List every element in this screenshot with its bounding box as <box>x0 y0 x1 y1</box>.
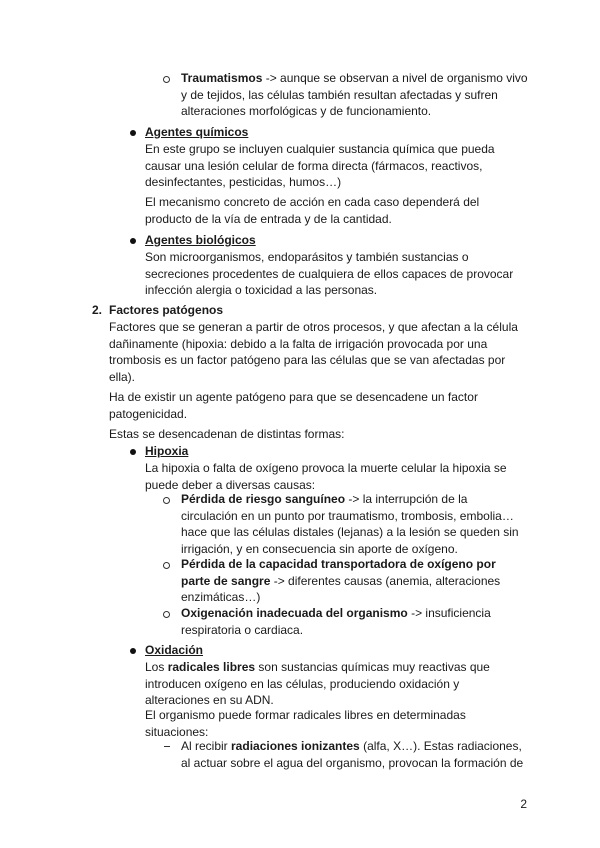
oxidacion-paragraph-1 <box>145 659 495 709</box>
hipoxia-sub-1 <box>181 491 526 557</box>
factores-number: 2. <box>92 303 103 317</box>
quimicos-paragraph-2: El mecanismo concreto de acción en cada caso dependerá del producto de la vía de entrada y de la cantidad. <box>145 195 480 226</box>
factores-paragraph-1: Factores que se generan a partir de otros procesos, y que afectan a la célula dañinamente (hipoxia: debido a la falta de irrigación provocada por una trombosis es un factor patógeno para las células que se van afectadas por ella). <box>109 320 518 384</box>
hipoxia-sub-3-text: -> insuficiencia respiratoria o cardiaca. <box>181 606 495 637</box>
traumatismos-item <box>181 70 531 120</box>
page-number: 2 <box>520 797 527 811</box>
traumatismos-text: -> aunque se observan a nivel de organismo vivo y de tejidos, las células también resultan afectadas y sufren alteraciones morfológicas y de funcionamiento. <box>181 71 531 118</box>
hipoxia-sub-2-term: Pérdida de la capacidad transportadora de oxígeno por parte de sangre <box>181 557 500 588</box>
hipoxia-sub-3 <box>181 605 526 638</box>
oxidacion-paragraph-2: El organismo puede formar radicales libres en determinadas situaciones: <box>145 708 466 739</box>
oxidacion-heading: Oxidación <box>145 643 204 657</box>
oxidacion-p1-b: radicales libres <box>167 660 256 674</box>
hollow-bullet-icon <box>163 611 170 618</box>
hipoxia-sub-1-term: Pérdida de riesgo sanguíneo <box>181 492 346 506</box>
hollow-bullet-icon <box>163 562 170 569</box>
biologicos-paragraph: Son microorganismos, endoparásitos y también sustancias o secreciones procedentes de cualquiera de ellos capaces de provocar infección alergia o toxicidad a las personas. <box>145 250 514 297</box>
oxidacion-dash-c: (alfa, X…). Estas radiaciones, al actuar sobre el agua del organismo, provocan la formación de <box>181 739 526 770</box>
hipoxia-heading: Hipoxia <box>145 444 189 458</box>
factores-paragraph-3: Estas se desencadenan de distintas formas: <box>109 427 345 441</box>
biologicos-heading: Agentes biológicos <box>145 233 256 247</box>
hipoxia-paragraph: La hipoxia o falta de oxígeno provoca la muerte celular la hipoxia se puede deber a diversas causas: <box>145 461 507 492</box>
hollow-bullet-icon <box>163 76 170 83</box>
hipoxia-sub-1-text: -> la interrupción de la circulación en un punto por traumatismo, trombosis, embolia… hace que las células distales (lejanas) a la lesión se queden sin irrigación, y en consecuencia sin aporte de oxígeno. <box>181 492 522 556</box>
hipoxia-sub-3-term: Oxigenación inadecuada del organismo <box>181 606 408 620</box>
factores-paragraph-2: Ha de existir un agente patógeno para que se desencadene un factor patogenicidad. <box>109 390 478 421</box>
hipoxia-sub-2-text: -> diferentes causas (anemia, alteraciones enzimáticas…) <box>181 573 504 604</box>
hollow-bullet-icon <box>163 497 170 504</box>
quimicos-paragraph-1: En este grupo se incluyen cualquier sustancia química que pueda causar una lesión celular de forma directa (fármacos, reactivos, desinfectantes, pesticidas, humos…) <box>145 142 495 189</box>
oxidacion-p1-c: son sustancias químicas muy reactivas que introducen oxígeno en las células, produciendo oxidación y alteraciones en su ADN. <box>145 660 494 707</box>
quimicos-heading: Agentes químicos <box>145 125 249 139</box>
oxidacion-dash-a: Al recibir <box>181 739 232 753</box>
filled-bullet-icon <box>130 130 136 136</box>
traumatismos-term: Traumatismos <box>181 71 263 85</box>
factores-heading: Factores patógenos <box>109 303 224 317</box>
oxidacion-dash-item <box>181 738 531 771</box>
oxidacion-p1-a: Los <box>145 660 168 674</box>
filled-bullet-icon <box>130 648 136 654</box>
filled-bullet-icon <box>130 449 136 455</box>
filled-bullet-icon <box>130 238 136 244</box>
dash-bullet-icon <box>164 746 170 747</box>
oxidacion-dash-b: radiaciones ionizantes <box>231 739 360 753</box>
hipoxia-sub-2 <box>181 556 506 606</box>
